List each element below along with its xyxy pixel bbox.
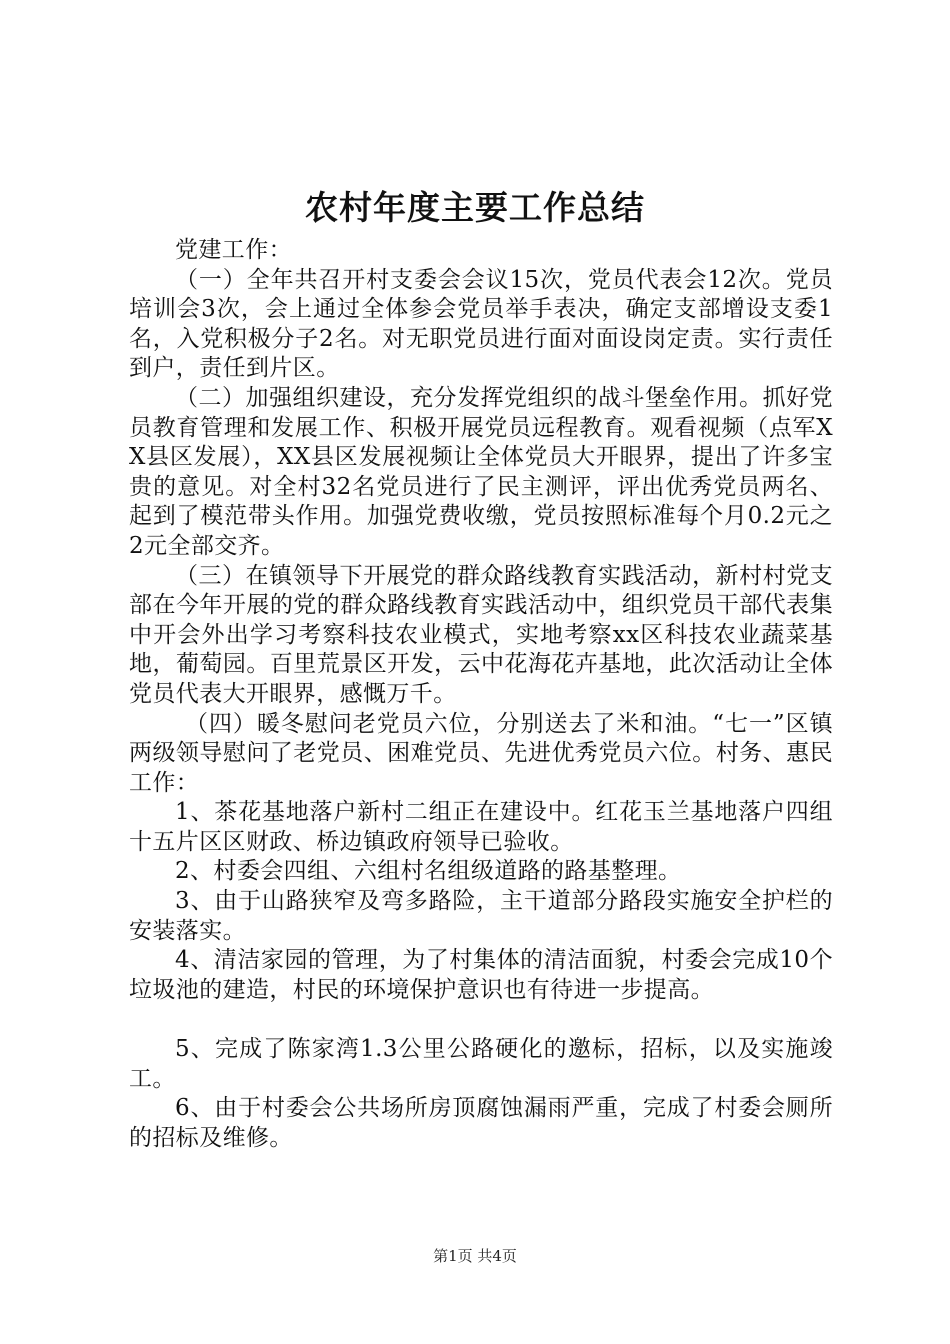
section-heading-party-building: 党建工作： xyxy=(175,237,292,263)
list-item-3: 3、由于山路狭窄及弯多路险，主干道部分路段实施安全护栏的安装落实。 xyxy=(129,888,833,944)
page-footer: 第1页 共4页 xyxy=(433,1247,517,1265)
list-item-2: 2、村委会四组、六组村名组级道路的路基整理。 xyxy=(175,858,682,885)
blank-line xyxy=(129,1005,833,1035)
document-body xyxy=(129,236,833,1153)
list-item-6: 6、由于村委会公共场所房顶腐蚀漏雨严重，完成了村委会厕所的招标及维修。 xyxy=(129,1095,833,1151)
document-title: 农村年度主要工作总结 xyxy=(305,188,645,227)
paragraph-item-4: （四）暖冬慰问老党员六位，分别送去了米和油。“七一”区镇两级领导慰问了老党员、困难党员、先进优秀党员六位。村务、惠民工作： xyxy=(129,710,833,796)
paragraph-item-1: （一）全年共召开村支委会会议15次，党员代表会12次。党员培训会3次，会上通过全体参会党员举手表决，确定支部增设支委1名，入党积极分子2名。对无职党员进行面对面设岗定责。实行责任到户，责任到片区。 xyxy=(129,266,833,382)
list-item-4: 4、清洁家园的管理，为了村集体的清洁面貌，村委会完成10个垃圾池的建造，村民的环境保护意识也有待进一步提高。 xyxy=(129,947,833,1003)
paragraph-item-3: （三）在镇领导下开展党的群众路线教育实践活动，新村村党支部在今年开展的党的群众路线教育实践活动中，组织党员干部代表集中开会外出学习考察科技农业模式，实地考察xx区科技农业蔬菜基地，葡萄园。百里荒景区开发，云中花海花卉基地，此次活动让全体党员代表大开眼界，感慨万千。 xyxy=(129,562,833,707)
list-item-1: 1、茶花基地落户新村二组正在建设中。红花玉兰基地落户四组十五片区区财政、桥边镇政府领导已验收。 xyxy=(129,799,833,855)
list-item-5: 5、完成了陈家湾1.3公里公路硬化的邀标，招标，以及实施竣工。 xyxy=(129,1036,833,1092)
paragraph-item-2: （二）加强组织建设，充分发挥党组织的战斗堡垒作用。抓好党员教育管理和发展工作、积极开展党员远程教育。观看视频（点军XX县区发展），XX县区发展视频让全体党员大开眼界，提出了许多宝贵的意见。对全村32名党员进行了民主测评，评出优秀党员两名、起到了模范带头作用。加强党费收缴，党员按照标准每个月0.2元之2元全部交齐。 xyxy=(129,384,833,559)
